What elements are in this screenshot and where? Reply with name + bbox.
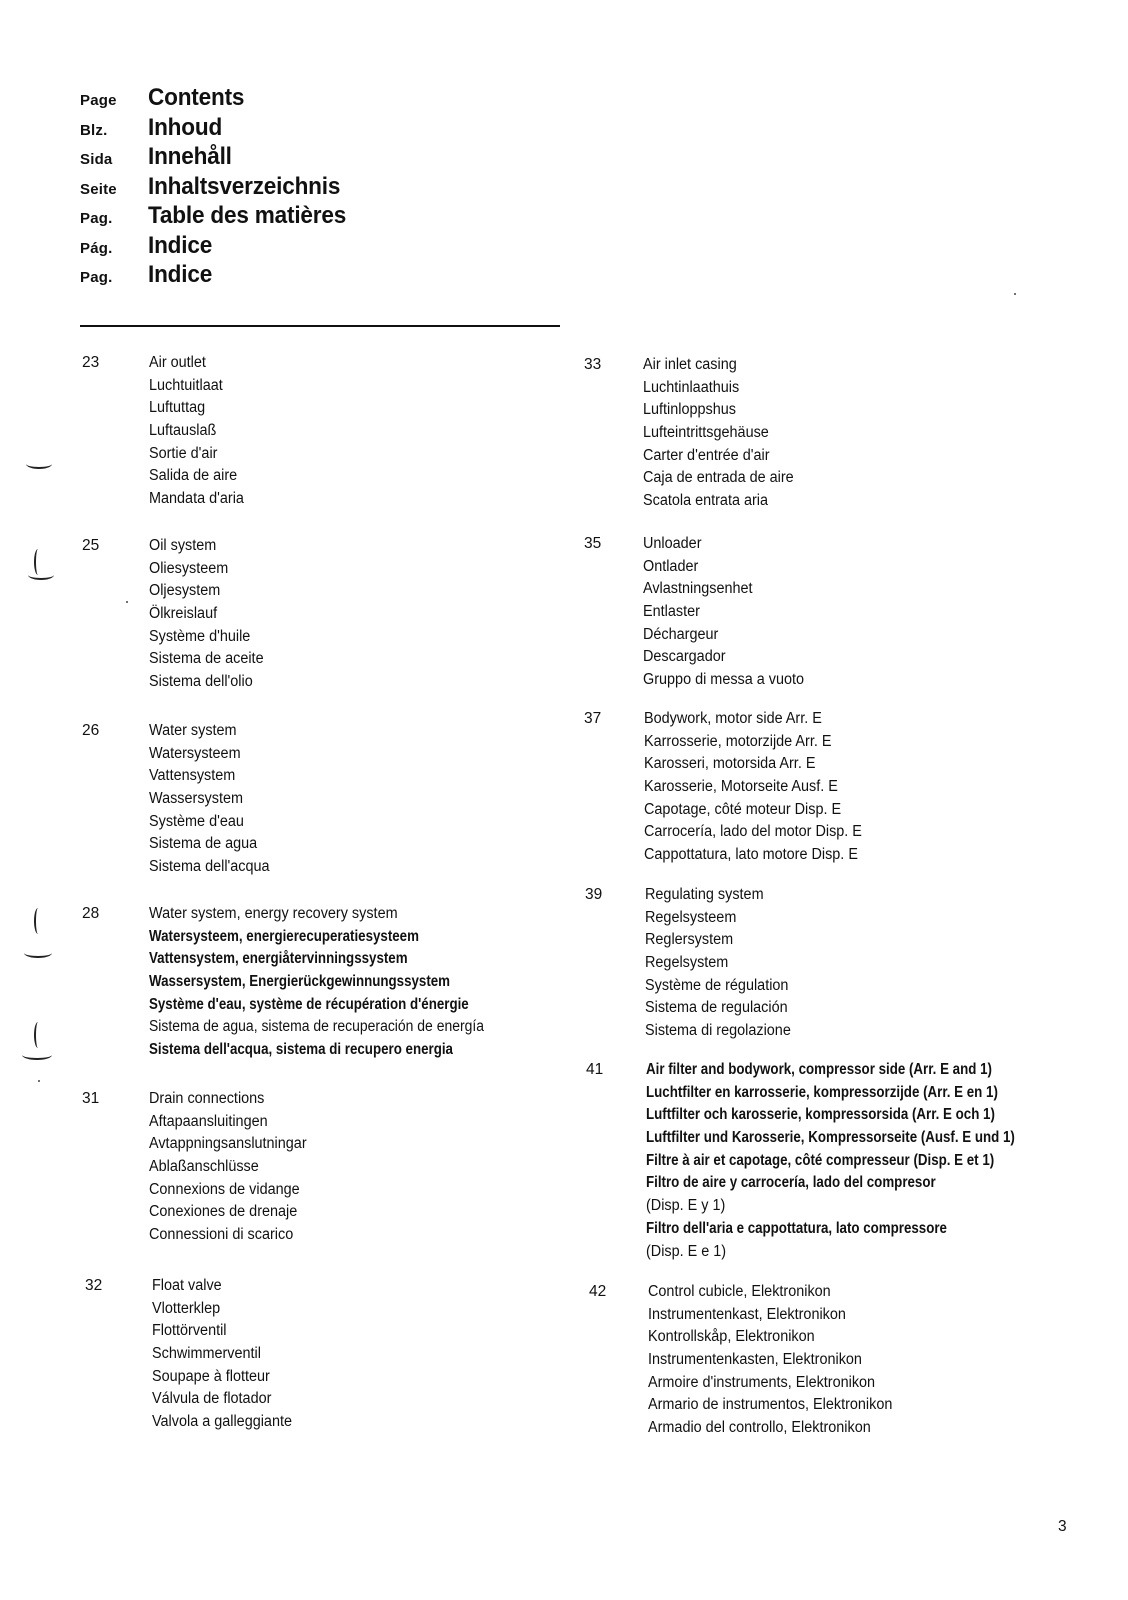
scan-mark — [34, 1022, 42, 1048]
scan-dot — [38, 1080, 40, 1082]
page-label: Pág. — [80, 239, 113, 257]
contents-title: Indice — [148, 231, 213, 259]
entry-line: Water system, energy recovery system — [149, 905, 398, 922]
entry-line: Vattensystem — [149, 767, 236, 785]
header-row — [80, 232, 359, 262]
page-label: Blz. — [80, 121, 108, 139]
entry-line: Instrumentenkasten, Elektronikon — [648, 1351, 862, 1369]
entry-line: Valvola a galleggiante — [152, 1413, 292, 1431]
page-label: Sida — [80, 151, 113, 168]
entry-line: Luftuttag — [149, 399, 206, 417]
entry-line: Wassersystem — [149, 790, 243, 808]
entry-line: Watersysteem, energierecuperatiesysteem — [149, 927, 419, 945]
header-row — [80, 202, 359, 232]
entry-page-number: 25 — [82, 537, 100, 554]
entry-line: Regulating system — [645, 886, 764, 903]
entry-line: Sistema dell'olio — [149, 673, 253, 691]
entry-line: Système d'eau, système de récupération d'énergie — [149, 995, 469, 1013]
page-number: 3 — [1058, 1518, 1067, 1535]
entry-page-number: 28 — [82, 905, 100, 922]
entry-line: Entlaster — [643, 603, 700, 621]
contents-title: Innehåll — [148, 143, 232, 170]
entry-page-number: 41 — [586, 1061, 604, 1078]
entry-line: Connexions de vidange — [149, 1180, 300, 1198]
entry-line: Luftauslaß — [149, 422, 217, 440]
page-label: Pag. — [80, 210, 113, 227]
entry-line: Filtre à air et capotage, côté compresseur (Disp. E et 1) — [646, 1151, 995, 1169]
entry-line: Luftinloppshus — [643, 401, 736, 419]
entry-line: Float valve — [152, 1277, 222, 1294]
entry-line: Watersysteem — [149, 744, 241, 762]
entry-line: Luftfilter och karosserie, kompressorsida (Arr. E och 1) — [646, 1106, 995, 1124]
entry-line: Armario de instrumentos, Elektronikon — [648, 1396, 893, 1414]
entry-line: Instrumentenkast, Elektronikon — [648, 1305, 846, 1323]
header-divider — [80, 325, 560, 327]
entry-line: Válvula de flotador — [152, 1390, 272, 1408]
scan-mark — [34, 908, 42, 934]
entry-line: Déchargeur — [643, 625, 719, 643]
entry-line: Kontrollskåp, Elektronikon — [648, 1328, 815, 1346]
entry-line: Oljesystem — [149, 582, 221, 600]
entry-line: Karrosserie, motorzijde Arr. E — [644, 732, 832, 750]
entry-line: Avlastningsenhet — [643, 580, 753, 598]
entry-page-number: 42 — [589, 1283, 607, 1300]
entry-line: Oil system — [149, 537, 217, 554]
entry-line: Air outlet — [149, 354, 206, 371]
entry-line: Carter d'entrée d'air — [643, 446, 770, 464]
page-label: Seite — [80, 180, 117, 198]
entry-line: Reglersystem — [645, 931, 734, 949]
entry-line: Salida de aire — [149, 467, 238, 485]
page-label: Pag. — [80, 269, 113, 286]
entry-line: Filtro dell'aria e cappottatura, lato compressore — [646, 1219, 947, 1237]
entry-line: (Disp. E y 1) — [646, 1197, 726, 1215]
entry-line: Carrocería, lado del motor Disp. E — [644, 823, 862, 841]
entry-line: Soupape à flotteur — [152, 1367, 270, 1385]
entry-line: Control cubicle, Elektronikon — [648, 1283, 831, 1300]
entry-line: Descargador — [643, 648, 726, 666]
entry-line: Sistema dell'acqua — [149, 858, 270, 876]
entry-page-number: 31 — [82, 1090, 100, 1107]
entry-line: Ablaßanschlüsse — [149, 1158, 259, 1176]
contents-title: Inhoud — [148, 113, 223, 141]
entry-line: Unloader — [643, 535, 702, 552]
entry-line: Bodywork, motor side Arr. E — [644, 710, 822, 727]
entry-line: Mandata d'aria — [149, 490, 244, 508]
entry-line: Capotage, côté moteur Disp. E — [644, 800, 842, 818]
scan-dot — [126, 601, 128, 603]
entry-page-number: 35 — [584, 535, 602, 552]
entry-line: Karosseri, motorsida Arr. E — [644, 755, 816, 773]
entry-line: Ölkreislauf — [149, 605, 218, 623]
entry-line: Caja de entrada de aire — [643, 469, 794, 487]
entry-line: Système d'huile — [149, 627, 251, 645]
contents-title: Contents — [148, 84, 245, 111]
entry-line: Luchtfilter en karrosserie, kompressorzijde (Arr. E en 1) — [646, 1083, 998, 1101]
entry-line: Avtappningsanslutningar — [149, 1135, 307, 1153]
scan-mark — [22, 1050, 52, 1060]
entry-line: Filtro de aire y carrocería, lado del compresor — [646, 1174, 936, 1192]
entry-line: Vlotterklep — [152, 1299, 221, 1317]
entry-line: Flottörventil — [152, 1322, 227, 1340]
entry-page-number: 39 — [585, 886, 603, 903]
entry-line: Sistema de agua — [149, 835, 258, 853]
entry-line: Sortie d'air — [149, 444, 218, 462]
entry-line: Armadio del controllo, Elektronikon — [648, 1419, 871, 1437]
entry-line: Armoire d'instruments, Elektronikon — [648, 1373, 876, 1391]
entry-page-number: 37 — [584, 710, 602, 727]
entry-line: Vattensystem, energiåtervinningssystem — [149, 950, 408, 968]
entry-page-number: 33 — [584, 356, 602, 373]
header-row — [80, 84, 359, 114]
contents-title: Inhaltsverzeichnis — [148, 172, 341, 200]
entry-line: Sistema de regulación — [645, 999, 788, 1017]
scan-mark — [24, 948, 52, 958]
entry-line: Gruppo di messa a vuoto — [643, 671, 805, 689]
header-row — [80, 143, 359, 173]
entry-line: Luftfilter und Karosserie, Kompressorseite (Ausf. E und 1) — [646, 1129, 1015, 1147]
entry-line: Regelsysteem — [645, 908, 737, 926]
entry-line: Connessioni di scarico — [149, 1226, 294, 1244]
entry-line: Wassersystem, Energierückgewinnungssystem — [149, 973, 451, 991]
contents-title: Table des matières — [148, 202, 347, 229]
entry-page-number: 26 — [82, 722, 100, 739]
contents-title: Indice — [148, 261, 213, 288]
entry-line: Système de régulation — [645, 976, 789, 994]
header-row — [80, 114, 359, 144]
entry-line: Sistema di regolazione — [645, 1022, 791, 1040]
entry-line: Air inlet casing — [643, 356, 737, 373]
entry-line: Lufteintrittsgehäuse — [643, 424, 769, 442]
contents-header — [80, 84, 359, 291]
entry-line: Air filter and bodywork, compressor side (Arr. E and 1) — [646, 1061, 992, 1078]
entry-line: Luchtuitlaat — [149, 376, 223, 394]
entry-line: Schwimmerventil — [152, 1345, 261, 1363]
entry-line: Regelsystem — [645, 954, 729, 972]
entry-line: Ontlader — [643, 557, 699, 575]
scan-mark — [26, 459, 52, 469]
entry-line: (Disp. E e 1) — [646, 1242, 727, 1260]
entry-line: Conexiones de drenaje — [149, 1203, 298, 1221]
entry-page-number: 23 — [82, 354, 100, 371]
entry-line: Scatola entrata aria — [643, 492, 769, 510]
entry-page-number: 32 — [85, 1277, 103, 1294]
entry-line: Sistema dell'acqua, sistema di recupero energia — [149, 1041, 453, 1059]
scan-dot — [1014, 293, 1016, 295]
entry-line: Sistema de agua, sistema de recuperación de energía — [149, 1018, 485, 1036]
entry-line: Oliesysteem — [149, 559, 229, 577]
entry-line: Drain connections — [149, 1090, 265, 1107]
scan-mark — [34, 549, 42, 575]
entry-line: Aftapaansluitingen — [149, 1112, 268, 1130]
entry-line: Karosserie, Motorseite Ausf. E — [644, 778, 838, 796]
entry-line: Luchtinlaathuis — [643, 378, 740, 396]
entry-line: Système d'eau — [149, 812, 244, 830]
entry-line: Water system — [149, 722, 237, 739]
entry-line: Cappottatura, lato motore Disp. E — [644, 846, 858, 864]
header-row — [80, 173, 359, 203]
page-label: Page — [80, 92, 117, 109]
header-row — [80, 261, 359, 291]
entry-line: Sistema de aceite — [149, 650, 264, 668]
